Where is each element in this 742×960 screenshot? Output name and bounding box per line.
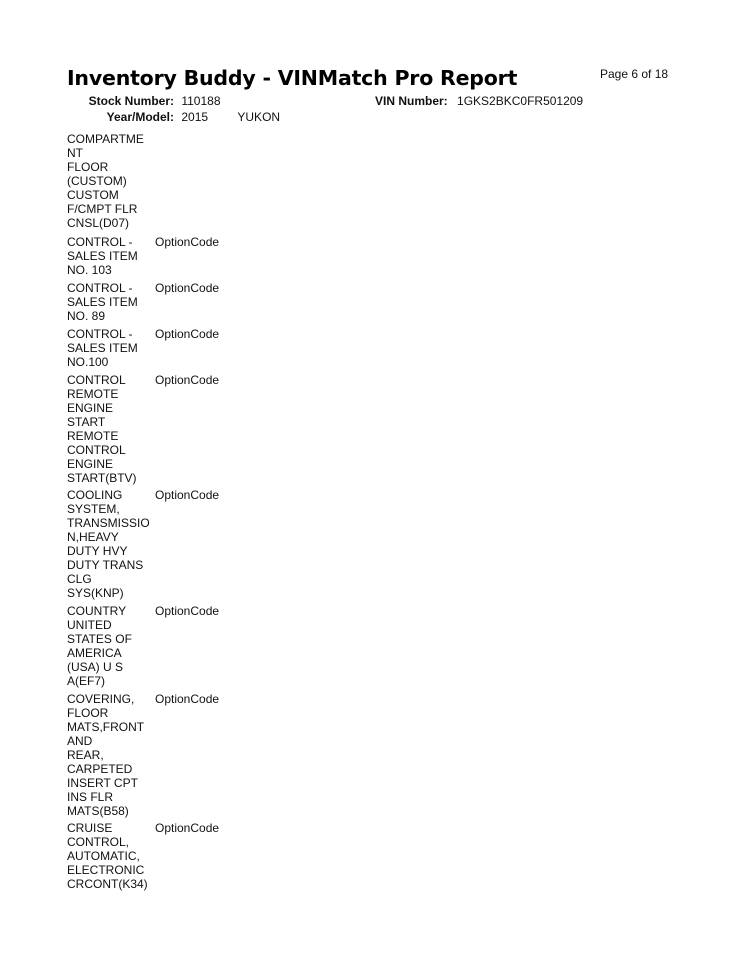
option-code: OptionCode bbox=[155, 373, 220, 387]
option-code: OptionCode bbox=[155, 327, 220, 341]
option-description: COMPARTME NT FLOOR (CUSTOM) CUSTOM F/CMPT FLR CNSL(D07) bbox=[67, 132, 144, 230]
option-code: OptionCode bbox=[155, 692, 220, 706]
year-model-label: Year/Model: bbox=[106, 110, 174, 124]
option-code: OptionCode bbox=[155, 821, 220, 835]
stock-number-value: 110188 bbox=[181, 94, 221, 108]
option-description: CRUISE CONTROL, AUTOMATIC, ELECTRONIC CRCONT(K34) bbox=[67, 821, 148, 891]
option-description: CONTROL - SALES ITEM NO. 103 bbox=[67, 235, 138, 277]
vin-number-value: 1GKS2BKC0FR501209 bbox=[457, 94, 584, 108]
stock-number-label: Stock Number: bbox=[88, 94, 174, 108]
option-description: CONTROL REMOTE ENGINE START REMOTE CONTROL ENGINE START(BTV) bbox=[67, 373, 137, 485]
year-value: 2015 bbox=[181, 110, 209, 124]
option-description: CONTROL - SALES ITEM NO.100 bbox=[67, 327, 138, 369]
option-code: OptionCode bbox=[155, 604, 220, 618]
option-description: COVERING, FLOOR MATS,FRONT AND REAR, CARPETED INSERT CPT INS FLR MATS(B58) bbox=[67, 692, 145, 818]
option-description: COUNTRY UNITED STATES OF AMERICA (USA) U S A(EF7) bbox=[67, 604, 132, 688]
stock-number-field bbox=[67, 94, 221, 108]
option-description: CONTROL - SALES ITEM NO. 89 bbox=[67, 281, 138, 323]
year-model-field bbox=[67, 110, 280, 124]
option-code: OptionCode bbox=[155, 281, 220, 295]
page-number: Page 6 of 18 bbox=[600, 67, 669, 81]
model-value: YUKON bbox=[237, 110, 281, 124]
option-code: OptionCode bbox=[155, 235, 220, 249]
vin-number-field bbox=[375, 94, 583, 108]
report-title: Inventory Buddy - VINMatch Pro Report bbox=[67, 66, 518, 90]
vin-number-label: VIN Number: bbox=[375, 94, 448, 108]
option-description: COOLING SYSTEM, TRANSMISSIO N,HEAVY DUTY HVY DUTY TRANS CLG SYS(KNP) bbox=[67, 488, 150, 600]
option-code: OptionCode bbox=[155, 488, 220, 502]
